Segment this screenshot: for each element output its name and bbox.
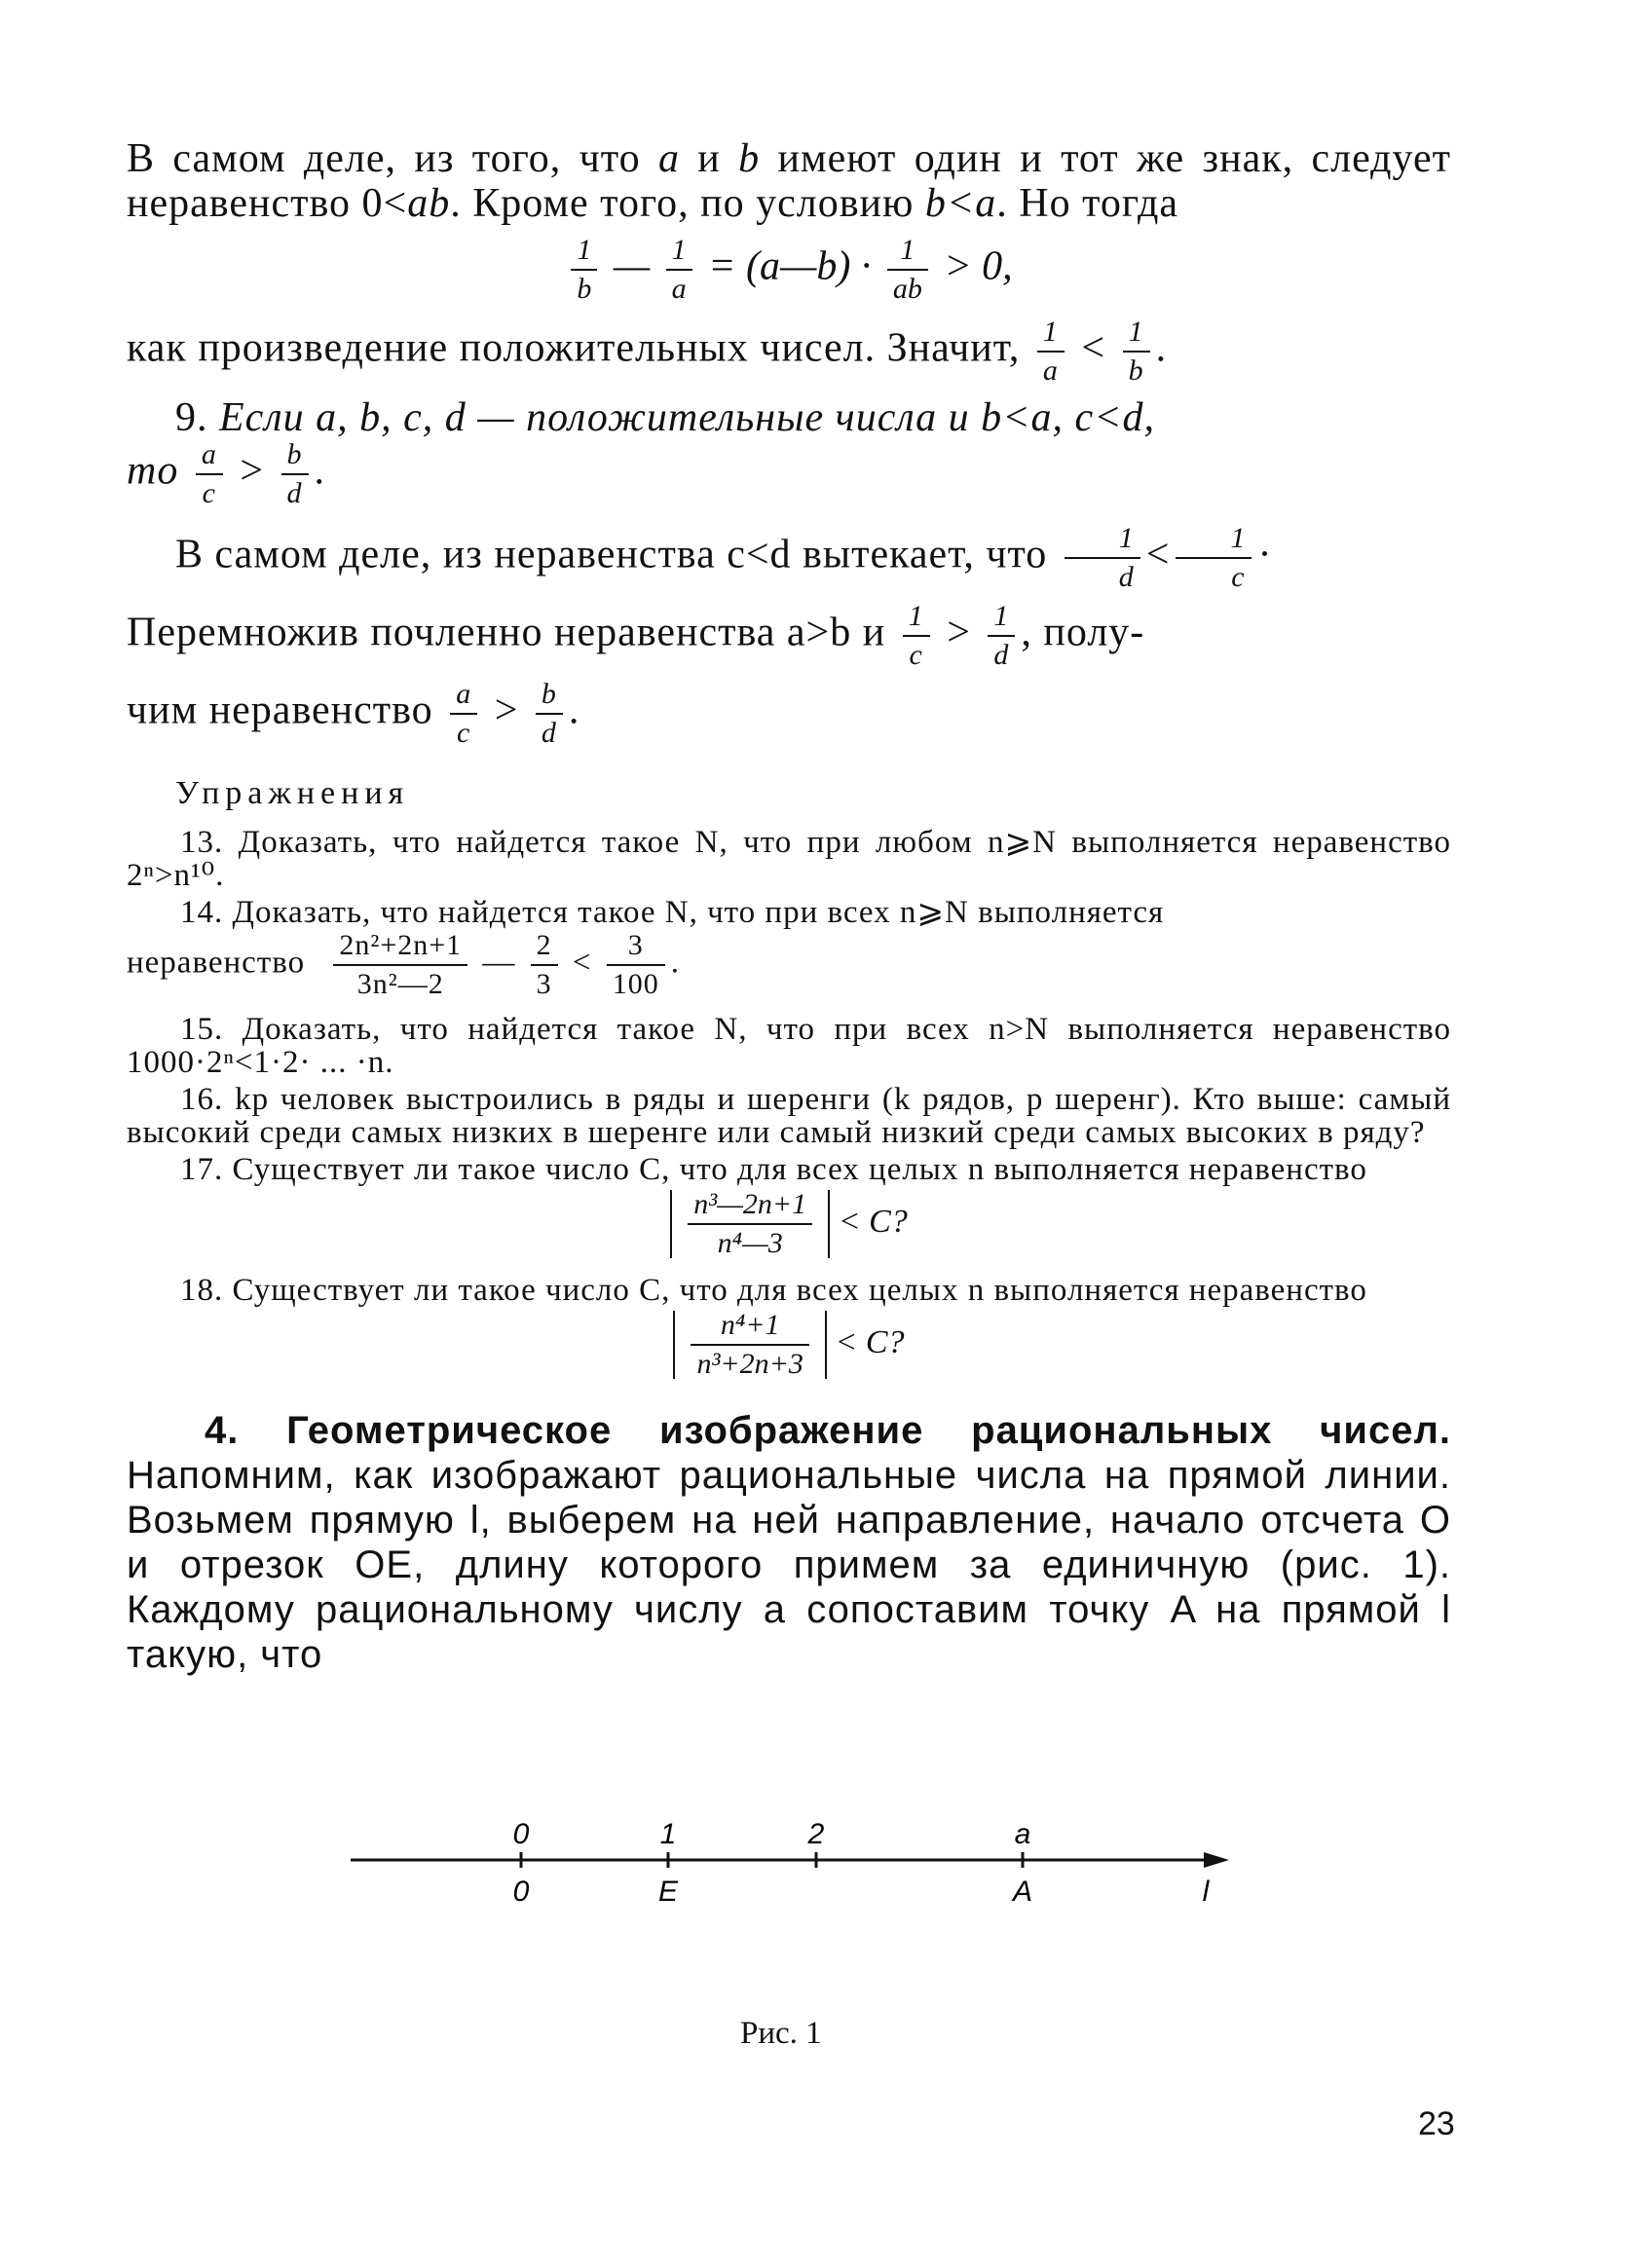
point-A-label: A: [1012, 1876, 1033, 1908]
condition: b<a: [924, 181, 997, 226]
exercise-18: 18. Существует ли такое число C, что для всех целых n выполняется неравенство: [180, 1273, 1367, 1308]
fraction: $\frac{1}{a}$: [1037, 317, 1065, 386]
point-E-label: E: [657, 1876, 679, 1908]
top-label-2: 2: [807, 1818, 825, 1850]
fraction: $\frac{\text{n³—2n+1}}{\text{n⁴—3}}$: [688, 1190, 812, 1258]
paragraph-3: В самом деле, из неравенства c<d вытекает, что $\frac{1}{d}$ < $\frac{1}{c}$ ·: [175, 522, 1273, 593]
fraction: $\frac{a}{c}$: [450, 680, 477, 748]
point-O-label: 0: [512, 1876, 530, 1908]
fraction: $\frac{1}{b}$: [1123, 317, 1150, 386]
arrow-head-icon: [1204, 1852, 1229, 1868]
fraction: $\frac{1}{d}$: [1065, 524, 1140, 592]
exercises-heading: Упражнения: [175, 775, 410, 811]
fraction: $\frac{b}{d}$: [536, 680, 563, 748]
var-b: b: [738, 136, 761, 181]
page-number: 23: [1418, 2105, 1455, 2142]
paragraph-4: Перемножив почленно неравенства a>b и $\frac{1}{c}$ > $\frac{1}{d}$ , полу-: [127, 600, 1145, 671]
exercise-17: 17. Существует ли такое число C, что для всех целых n выполняется неравенство: [180, 1152, 1367, 1187]
var-a: a: [657, 136, 680, 181]
text: имеют один и тот же знак, следует неравенство 0<: [127, 136, 1451, 226]
text: . Кроме того, по условию: [450, 181, 925, 226]
exercise-15: 15. Доказать, что найдется такое N, что при всех n>N выполняется неравенство 1000·2ⁿ<1·2· ... ·n.: [127, 1012, 1451, 1080]
top-label-0: 0: [512, 1818, 530, 1850]
exercise-14: 14. Доказать, что найдется такое N, что при всех n⩾N выполняется: [180, 895, 1165, 930]
var-ab: ab: [407, 181, 451, 226]
exercise-18-formula: $\frac{\text{n⁴+1}}{\text{n³+2n+3}}$ < C?: [127, 1311, 1451, 1379]
fraction: $\frac{1}{d}$: [988, 602, 1015, 670]
fraction: $\frac{1}{ab}$: [887, 236, 928, 304]
fraction: $\frac{3}{100}$: [607, 931, 665, 999]
equation-1: $\frac{1}{b}$ — $\frac{1}{a}$ = (a—b) · $\frac{1}{ab}$ > 0,: [127, 236, 1451, 304]
exercise-14-formula: неравенство $\frac{\text{2n²+2n+1}}{\text{3n²—2}}$ — $\frac{2}{3}$ < $\frac{3}{100}$ .: [127, 929, 681, 1000]
fraction: $\frac{b}{d}$: [281, 440, 309, 508]
fraction: $\frac{1}{b}$: [571, 236, 597, 304]
section-body: Напомним, как изображают рациональные числа на прямой линии. Возьмем прямую l, выберем на ней направление, начало отсчета O и отрезок OE, длину которого примем за единичную (рис. 1). Каждому рациональному числу a сопоставим точку A на прямой l такую, что: [127, 1454, 1451, 1676]
fraction: $\frac{\text{n⁴+1}}{\text{n³+2n+3}}$: [691, 1311, 808, 1379]
fraction: $\frac{2}{3}$: [531, 931, 558, 999]
section-title: 4. Геометрическое изображение рациональных чисел.: [205, 1409, 1451, 1452]
property-9: 9. Если a, b, c, d — положительные числа и b<a, c<d,: [175, 395, 1156, 440]
paragraph-5: чим неравенство $\frac{a}{c}$ > $\frac{b}{d}$ .: [127, 678, 580, 749]
text: В самом деле, из того, что: [127, 136, 658, 181]
fraction: $\frac{a}{c}$: [196, 440, 223, 508]
top-label-a: a: [1014, 1818, 1031, 1850]
exercise-17-formula: $\frac{\text{n³—2n+1}}{\text{n⁴—3}}$ < C?: [127, 1190, 1451, 1258]
text: и: [679, 136, 739, 181]
fraction: $\frac{1}{a}$: [666, 236, 692, 304]
fraction: $\frac{\text{2n²+2n+1}}{\text{3n²—2}}$: [333, 931, 467, 999]
top-label-1: 1: [659, 1818, 677, 1850]
paragraph-2: как произведение положительных чисел. Значит, $\frac{1}{a}$ < $\frac{1}{b}$ .: [127, 316, 1168, 387]
fraction: $\frac{1}{c}$: [903, 602, 930, 670]
exercise-16: 16. kp человек выстроились в ряды и шеренги (k рядов, p шеренг). Кто выше: самый высокий среди самых низких в шеренге или самый низкий среди самых высоких в ряду?: [127, 1082, 1451, 1150]
exercise-13: 13. Доказать, что найдется такое N, что при любом n⩾N выполняется неравенство 2ⁿ>n¹⁰.: [127, 825, 1451, 893]
text: . Но тогда: [996, 181, 1179, 226]
fraction: $\frac{1}{c}$: [1176, 524, 1252, 592]
property-9-conclusion: то $\frac{a}{c}$ > $\frac{b}{d}$ .: [127, 438, 326, 509]
line-l-label: l: [1202, 1876, 1210, 1908]
figure-caption: Рис. 1: [740, 2016, 822, 2051]
